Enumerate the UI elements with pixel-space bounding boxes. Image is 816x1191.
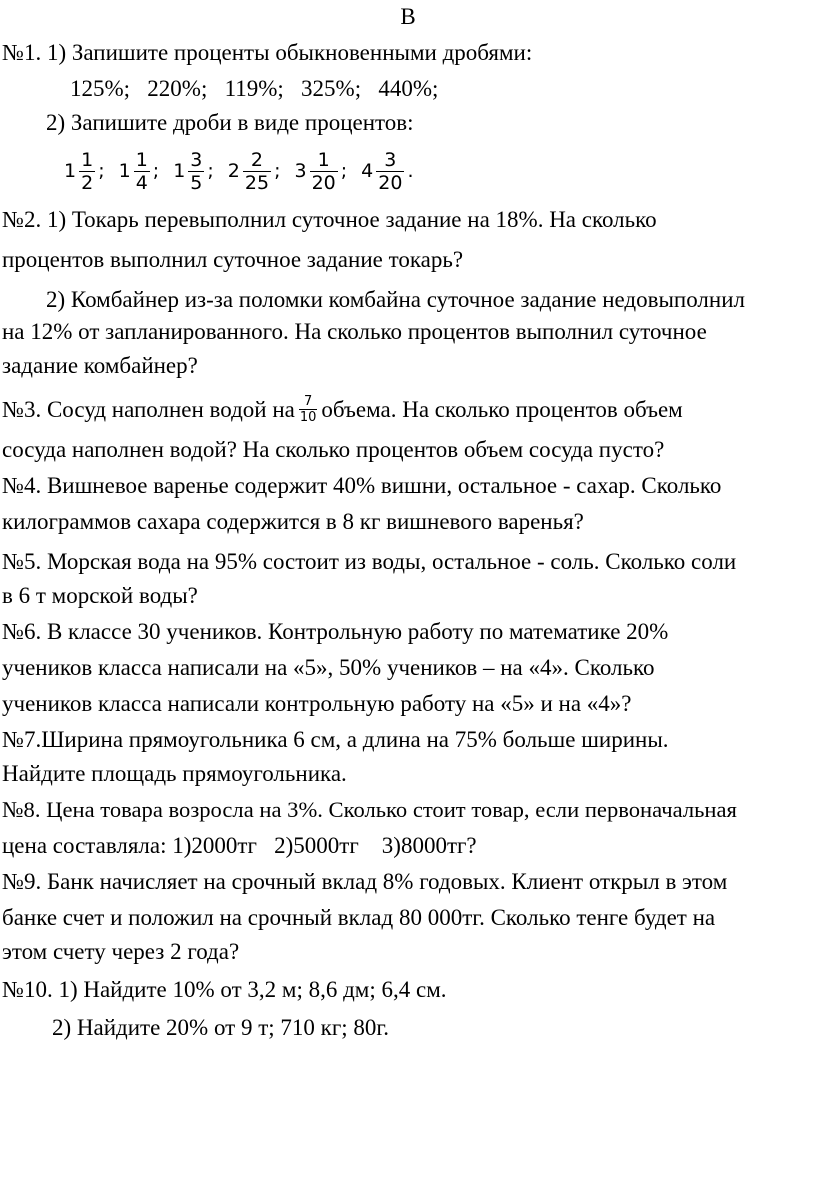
task7-line2: Найдите площадь прямоугольника. — [2, 761, 347, 786]
task5-line2: в 6 т морской воды? — [2, 583, 198, 608]
fraction-separator: . — [407, 160, 414, 182]
fraction — [188, 149, 204, 194]
fraction-denominator: 25 — [244, 171, 270, 194]
task1-percents: 125%; 220%; 119%; 325%; 440%; — [70, 76, 439, 101]
fraction-numerator: 2 — [250, 148, 264, 171]
variant-label: В — [400, 4, 416, 29]
task3-fraction-numerator: 7 — [303, 394, 313, 410]
task9-line3: этом счету через 2 года? — [2, 939, 240, 964]
task2-line4: на 12% от запланированного. На сколько процентов выполнил суточное — [2, 319, 707, 344]
fraction-whole: 4 — [361, 160, 374, 182]
task3-line1-start: №3. Сосуд наполнен водой на — [2, 397, 295, 422]
fraction-separator: ; — [207, 160, 214, 182]
fraction-denominator: 4 — [135, 171, 148, 194]
mixed-fraction — [119, 149, 160, 194]
task4-line1: №4. Вишневое варенье содержит 40% вишни, остальное - сахар. Сколько — [2, 473, 722, 498]
fraction-denominator: 5 — [190, 171, 203, 194]
fraction-whole: 3 — [294, 160, 307, 182]
fraction-whole: 1 — [173, 160, 186, 182]
mixed-fraction — [361, 149, 413, 194]
task1-line1: №1. 1) Запишите проценты обыкновенными дробями: — [2, 40, 533, 65]
fraction-whole: 1 — [64, 160, 77, 182]
task3-fraction — [299, 394, 318, 425]
task5-line1: №5. Морская вода на 95% состоит из воды, остальное - соль. Сколько соли — [2, 549, 737, 574]
fraction — [134, 149, 150, 194]
fraction-numerator: 1 — [317, 148, 330, 171]
task8-line2: цена составляла: 1)2000тг 2)5000тг 3)8000тг? — [2, 833, 477, 858]
fraction-numerator: 3 — [190, 148, 203, 171]
mixed-fraction — [294, 149, 347, 194]
task7-line1: №7.Ширина прямоугольника 6 см, а длина на 75% больше ширины. — [2, 727, 669, 752]
task3-line2: сосуда наполнен водой? На сколько процентов объем сосуда пусто? — [2, 437, 665, 462]
task8-line1: №8. Цена товара возросла на 3%. Сколько стоит товар, если первоначальная — [2, 797, 737, 822]
task1-fraction-list — [64, 138, 427, 204]
fraction-separator: ; — [98, 160, 105, 182]
task2-line5: задание комбайнер? — [2, 353, 198, 378]
task1-line2: 2) Запишите дроби в виде процентов: — [46, 110, 414, 135]
task3-fraction-denominator: 10 — [299, 410, 317, 426]
fraction — [79, 149, 95, 194]
fraction — [243, 149, 271, 194]
fraction-separator: ; — [274, 160, 281, 182]
task2-line3: 2) Комбайнер из-за поломки комбайна суточное задание недовыполнил — [46, 287, 746, 312]
task3-line1-end: объема. На сколько процентов объем — [321, 397, 683, 422]
fraction — [376, 149, 404, 194]
mixed-fraction — [173, 149, 214, 194]
task4-line2: килограммов сахара содержится в 8 кг вишневого варенья? — [2, 509, 584, 534]
task6-line2: учеников класса написали на «5», 50% учеников – на «4». Сколько — [2, 655, 655, 680]
task10-line1: №10. 1) Найдите 10% от 3,2 м; 8,6 дм; 6,4 см. — [2, 977, 447, 1002]
fraction-numerator: 3 — [384, 148, 397, 171]
task9-line1: №9. Банк начисляет на срочный вклад 8% годовых. Клиент открыл в этом — [2, 869, 728, 894]
fraction-whole: 1 — [118, 160, 131, 182]
task2-line2: процентов выполнил суточное задание токарь? — [2, 247, 464, 272]
fraction-denominator: 20 — [311, 171, 336, 194]
task6-line3: учеников класса написали контрольную работу на «5» и на «4»? — [2, 691, 632, 716]
mixed-fraction — [64, 149, 105, 194]
mixed-fraction — [228, 149, 281, 194]
fraction-denominator: 2 — [81, 171, 94, 194]
task9-line2: банке счет и положил на срочный вклад 80 000тг. Сколько тенге будет на — [2, 905, 716, 930]
task10-line2: 2) Найдите 20% от 9 т; 710 кг; 80г. — [52, 1015, 389, 1040]
task2-line1: №2. 1) Токарь перевыполнил суточное задание на 18%. На сколько — [2, 207, 657, 232]
fraction-separator: ; — [340, 160, 348, 182]
task3-line1 — [2, 393, 683, 427]
fraction-denominator: 20 — [378, 171, 403, 194]
fraction-numerator: 1 — [81, 148, 94, 171]
fraction-numerator: 1 — [135, 148, 148, 171]
fraction-separator: ; — [152, 160, 160, 182]
fraction-whole: 2 — [227, 160, 240, 182]
task6-line1: №6. В классе 30 учеников. Контрольную работу по математике 20% — [2, 619, 669, 644]
fraction — [310, 149, 338, 194]
